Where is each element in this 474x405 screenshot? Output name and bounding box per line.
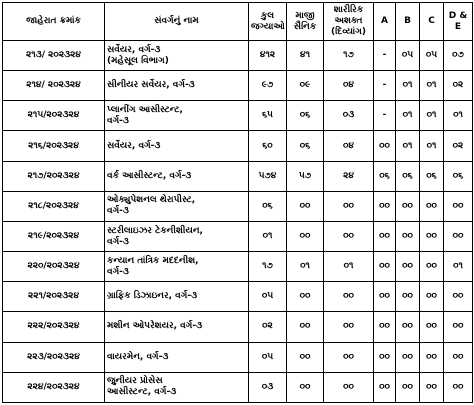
post-name-cell bbox=[105, 71, 249, 101]
post-name-line: મશીન ઓપરેશયર, વર્ગ-૩ bbox=[107, 321, 203, 332]
a-cell: ૦૦ bbox=[374, 372, 396, 402]
disabled-cell: ૦૪ bbox=[324, 71, 374, 101]
total-posts-cell: ૦૬ bbox=[249, 191, 287, 221]
table-row bbox=[3, 131, 473, 161]
post-name-cell bbox=[105, 252, 249, 282]
header-de: D & E bbox=[444, 3, 473, 41]
a-cell: ૦૦ bbox=[374, 342, 396, 372]
ex-servicemen-cell: ૦૧ bbox=[287, 252, 324, 282]
b-cell: ૦૦ bbox=[396, 312, 420, 342]
a-cell: ૦૦ bbox=[374, 131, 396, 161]
advertisement-no-cell: ૨૨૪/૨૦૨૩૨૪ bbox=[3, 372, 105, 402]
header-disabled bbox=[324, 3, 374, 41]
ex-servicemen-cell: ૦૦ bbox=[287, 191, 324, 221]
c-cell: ૦૦ bbox=[420, 372, 444, 402]
table-row bbox=[3, 71, 473, 101]
de-cell: ૦૦ bbox=[444, 312, 473, 342]
table-row bbox=[3, 161, 473, 191]
b-cell: ૦૬ bbox=[396, 161, 420, 191]
disabled-cell: ૦૦ bbox=[324, 342, 374, 372]
de-cell: ૦૧ bbox=[444, 252, 473, 282]
de-cell: ૦૦ bbox=[444, 282, 473, 312]
b-cell: ૦૦ bbox=[396, 372, 420, 402]
table-row bbox=[3, 312, 473, 342]
advertisement-no-cell: ૨૧૯/૨૦૨૩૨૪ bbox=[3, 221, 105, 251]
disabled-cell: ૦૦ bbox=[324, 282, 374, 312]
table-row bbox=[3, 41, 473, 71]
table-row bbox=[3, 252, 473, 282]
ex-servicemen-cell: ૦૯ bbox=[287, 71, 324, 101]
c-cell: ૦૧ bbox=[420, 101, 444, 131]
table-row bbox=[3, 221, 473, 251]
post-name-line: વર્ગ-૩ bbox=[107, 236, 129, 247]
disabled-cell: ૦૦ bbox=[324, 191, 374, 221]
de-cell: ૦૨ bbox=[444, 71, 473, 101]
a-cell: ૦૦ bbox=[374, 252, 396, 282]
disabled-cell: ૦૧ bbox=[324, 252, 374, 282]
disabled-cell: ૦૦ bbox=[324, 221, 374, 251]
header-total-posts-line1: કુલ bbox=[260, 10, 275, 21]
total-posts-cell: ૯૭ bbox=[249, 71, 287, 101]
de-cell: ૦૦ bbox=[444, 221, 473, 251]
post-name-line: વર્ગ-૩ bbox=[107, 115, 129, 126]
post-name-line: કન્યાન તાંત્રિક મદદનીશ, bbox=[107, 255, 199, 266]
disabled-cell: ૨૪ bbox=[324, 161, 374, 191]
c-cell: ૦૦ bbox=[420, 312, 444, 342]
table-header bbox=[3, 3, 473, 41]
post-name-cell bbox=[105, 41, 249, 71]
table-body bbox=[3, 41, 473, 403]
table-row bbox=[3, 342, 473, 372]
header-advertisement-no: જાહેરાત ક્રમાંક bbox=[3, 3, 105, 41]
c-cell: ૦૦ bbox=[420, 221, 444, 251]
post-name-line: જુનીયર પ્રોસેસ bbox=[107, 376, 163, 387]
post-name-line: ગ્રાફિક ડિઝાઇનર, વર્ગ-૩ bbox=[107, 291, 198, 302]
post-name-line: વર્ક આસીસ્ટન્ટ, વર્ગ-૩ bbox=[107, 170, 192, 181]
header-disabled-line2: અશક્ત bbox=[334, 16, 363, 26]
post-name-line: સીનીયર સર્વેયર, વર્ગ-૩ bbox=[107, 80, 195, 91]
a-cell: - bbox=[374, 71, 396, 101]
post-name-line: ઓક્યુપેશનલ થેરાપીસ્ટ, bbox=[107, 195, 196, 206]
header-post-name: સંવર્ગનું નામ bbox=[105, 3, 249, 41]
advertisement-no-cell: ૨૧૮/૨૦૨૩૨૪ bbox=[3, 191, 105, 221]
total-posts-cell: ૫૭૪ bbox=[249, 161, 287, 191]
header-disabled-line1: શારીરિક bbox=[333, 5, 364, 15]
post-name-cell bbox=[105, 312, 249, 342]
advertisement-no-cell: ૨૨૧/૨૦૨૩૨૪ bbox=[3, 282, 105, 312]
post-name-line: વાયરમેન, વર્ગ-૩ bbox=[107, 351, 169, 362]
table-row bbox=[3, 282, 473, 312]
advertisement-no-cell: ૨૧૬/૨૦૨૩૨૪ bbox=[3, 131, 105, 161]
table-row bbox=[3, 372, 473, 402]
b-cell: ૦૦ bbox=[396, 221, 420, 251]
b-cell: ૦૧ bbox=[396, 131, 420, 161]
total-posts-cell: ૦૨ bbox=[249, 312, 287, 342]
advertisement-no-cell: ૨૨૩/૨૦૨૩૨૪ bbox=[3, 342, 105, 372]
disabled-cell: ૦૩ bbox=[324, 101, 374, 131]
a-cell: - bbox=[374, 41, 396, 71]
post-name-line: પ્લાનીંગ આસીસ્ટન્ટ, bbox=[107, 104, 183, 115]
c-cell: ૦૦ bbox=[420, 191, 444, 221]
total-posts-cell: ૦૫ bbox=[249, 342, 287, 372]
disabled-cell: ૦૦ bbox=[324, 372, 374, 402]
post-name-line: સ્ટરીલાઇઝર ટેકનીશીયન, bbox=[107, 225, 203, 236]
post-name-line: (મહેસૂલ વિભાગ) bbox=[107, 55, 169, 66]
header-total-posts bbox=[249, 3, 287, 41]
post-name-cell bbox=[105, 282, 249, 312]
advertisement-no-cell: ૨૧૭/૨૦૨૩૨૪ bbox=[3, 161, 105, 191]
post-name-line: વર્ગ-૩ bbox=[107, 206, 129, 217]
total-posts-cell: ૬૫ bbox=[249, 101, 287, 131]
disabled-cell: ૧૭ bbox=[324, 41, 374, 71]
c-cell: ૦૬ bbox=[420, 161, 444, 191]
post-name-cell bbox=[105, 191, 249, 221]
de-cell: ૦૦ bbox=[444, 372, 473, 402]
post-name-line: સર્વેયર, વર્ગ-૩ bbox=[107, 44, 161, 55]
total-posts-cell: ૦૫ bbox=[249, 282, 287, 312]
b-cell: ૦૦ bbox=[396, 282, 420, 312]
c-cell: ૦૦ bbox=[420, 342, 444, 372]
de-cell: ૦૦ bbox=[444, 191, 473, 221]
advertisement-no-cell: ૨૧૩/ ૨૦૨૩૨૪ bbox=[3, 41, 105, 71]
ex-servicemen-cell: ૦૬ bbox=[287, 101, 324, 131]
a-cell: ૦૦ bbox=[374, 282, 396, 312]
b-cell: ૦૧ bbox=[396, 71, 420, 101]
ex-servicemen-cell: ૦૦ bbox=[287, 221, 324, 251]
b-cell: ૦૧ bbox=[396, 101, 420, 131]
a-cell: - bbox=[374, 101, 396, 131]
header-disabled-line3: (દિવ્યાંગ) bbox=[331, 27, 366, 37]
b-cell: ૦૦ bbox=[396, 342, 420, 372]
ex-servicemen-cell: ૦૦ bbox=[287, 342, 324, 372]
header-total-posts-line2: જગ્યાઓ bbox=[251, 21, 285, 32]
a-cell: ૦૦ bbox=[374, 312, 396, 342]
a-cell: ૦૦ bbox=[374, 191, 396, 221]
de-cell: ૦૧ bbox=[444, 101, 473, 131]
ex-servicemen-cell: ૦૬ bbox=[287, 131, 324, 161]
c-cell: ૦૧ bbox=[420, 131, 444, 161]
a-cell: ૦૦ bbox=[374, 221, 396, 251]
c-cell: ૦૫ bbox=[420, 41, 444, 71]
ex-servicemen-cell: ૦૦ bbox=[287, 372, 324, 402]
post-name-cell bbox=[105, 221, 249, 251]
recruitment-table bbox=[2, 2, 473, 403]
header-b: B bbox=[396, 3, 420, 41]
de-cell: ૦૨ bbox=[444, 131, 473, 161]
header-c: C bbox=[420, 3, 444, 41]
b-cell: ૦૦ bbox=[396, 252, 420, 282]
b-cell: ૦૦ bbox=[396, 191, 420, 221]
header-a: A bbox=[374, 3, 396, 41]
disabled-cell: ૦૪ bbox=[324, 131, 374, 161]
advertisement-no-cell: ૨૨૦/૨૦૨૩૨૪ bbox=[3, 252, 105, 282]
total-posts-cell: ૧૭ bbox=[249, 252, 287, 282]
post-name-cell bbox=[105, 131, 249, 161]
total-posts-cell: ૦૧ bbox=[249, 221, 287, 251]
total-posts-cell: ૬૦ bbox=[249, 131, 287, 161]
header-ex-servicemen-line1: માજી bbox=[295, 10, 315, 21]
disabled-cell: ૦૦ bbox=[324, 312, 374, 342]
de-cell: ૦૭ bbox=[444, 41, 473, 71]
header-ex-servicemen-line2: સૈનિક bbox=[293, 21, 317, 32]
c-cell: ૦૦ bbox=[420, 282, 444, 312]
ex-servicemen-cell: ૦૦ bbox=[287, 282, 324, 312]
post-name-line: આસીસ્ટન્ટ, વર્ગ-૩ bbox=[107, 387, 177, 398]
post-name-line: વર્ગ-૩ bbox=[107, 266, 129, 277]
advertisement-no-cell: ૨૧૫/૨૦૨૩૨૪ bbox=[3, 101, 105, 131]
ex-servicemen-cell: ૦૦ bbox=[287, 312, 324, 342]
table-row bbox=[3, 191, 473, 221]
post-name-cell bbox=[105, 372, 249, 402]
post-name-line: સર્વેયર, વર્ગ-૩ bbox=[107, 140, 161, 151]
total-posts-cell: ૪૧૨ bbox=[249, 41, 287, 71]
post-name-cell bbox=[105, 101, 249, 131]
ex-servicemen-cell: ૫૭ bbox=[287, 161, 324, 191]
total-posts-cell: ૦૩ bbox=[249, 372, 287, 402]
c-cell: ૦૧ bbox=[420, 71, 444, 101]
de-cell: ૦૦ bbox=[444, 342, 473, 372]
table-row bbox=[3, 101, 473, 131]
b-cell: ૦૫ bbox=[396, 41, 420, 71]
advertisement-no-cell: ૨૧૪/ ૨૦૨૩૨૪ bbox=[3, 71, 105, 101]
a-cell: ૦૬ bbox=[374, 161, 396, 191]
post-name-cell bbox=[105, 161, 249, 191]
c-cell: ૦૦ bbox=[420, 252, 444, 282]
ex-servicemen-cell: ૪૧ bbox=[287, 41, 324, 71]
de-cell: ૦૬ bbox=[444, 161, 473, 191]
header-row bbox=[3, 3, 473, 41]
header-ex-servicemen bbox=[287, 3, 324, 41]
advertisement-no-cell: ૨૨૨/૨૦૨૩૨૪ bbox=[3, 312, 105, 342]
post-name-cell bbox=[105, 342, 249, 372]
